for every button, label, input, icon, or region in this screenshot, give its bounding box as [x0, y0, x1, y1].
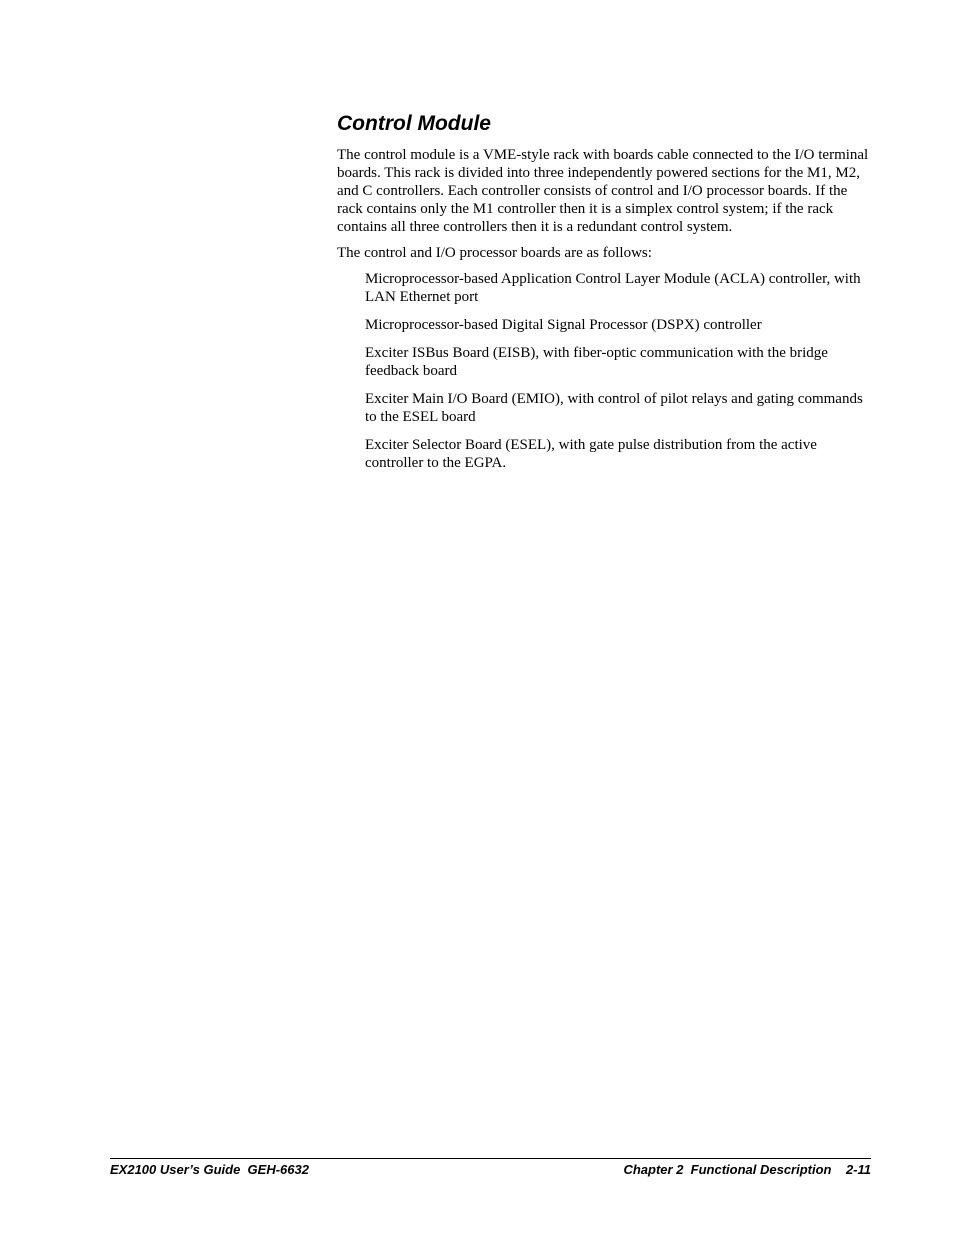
board-list [337, 270, 871, 472]
footer-document-title: EX2100 User’s Guide GEH-6632 [110, 1162, 309, 1177]
footer-divider [110, 1158, 871, 1159]
list-item: Exciter ISBus Board (EISB), with fiber-optic communication with the bridge feedback board [365, 345, 828, 379]
page-footer [110, 1162, 871, 1178]
list-item: Exciter Main I/O Board (EMIO), with control of pilot relays and gating commands to the ESEL board [365, 391, 863, 425]
list-item: Microprocessor-based Digital Signal Processor (DSPX) controller [365, 317, 762, 333]
list-item: Exciter Selector Board (ESEL), with gate pulse distribution from the active controller to the EGPA. [365, 437, 817, 471]
list-item: Microprocessor-based Application Control Layer Module (ACLA) controller, with LAN Ethernet port [365, 271, 861, 305]
main-content [337, 110, 871, 482]
intro-paragraph: The control module is a VME-style rack with boards cable connected to the I/O terminal boards. This rack is divided into three independently powered sections for the M1, M2, and C controllers. Each controller consists of control and I/O processor boards. If the rack contains only the M1 controller then it is a simplex control system; if the rack contains all three controllers then it is a redundant control system. [337, 147, 869, 235]
section-title: Control Module [337, 112, 491, 135]
footer-chapter-page: Chapter 2 Functional Description 2-11 [623, 1162, 871, 1177]
lead-paragraph: The control and I/O processor boards are as follows: [337, 245, 652, 261]
